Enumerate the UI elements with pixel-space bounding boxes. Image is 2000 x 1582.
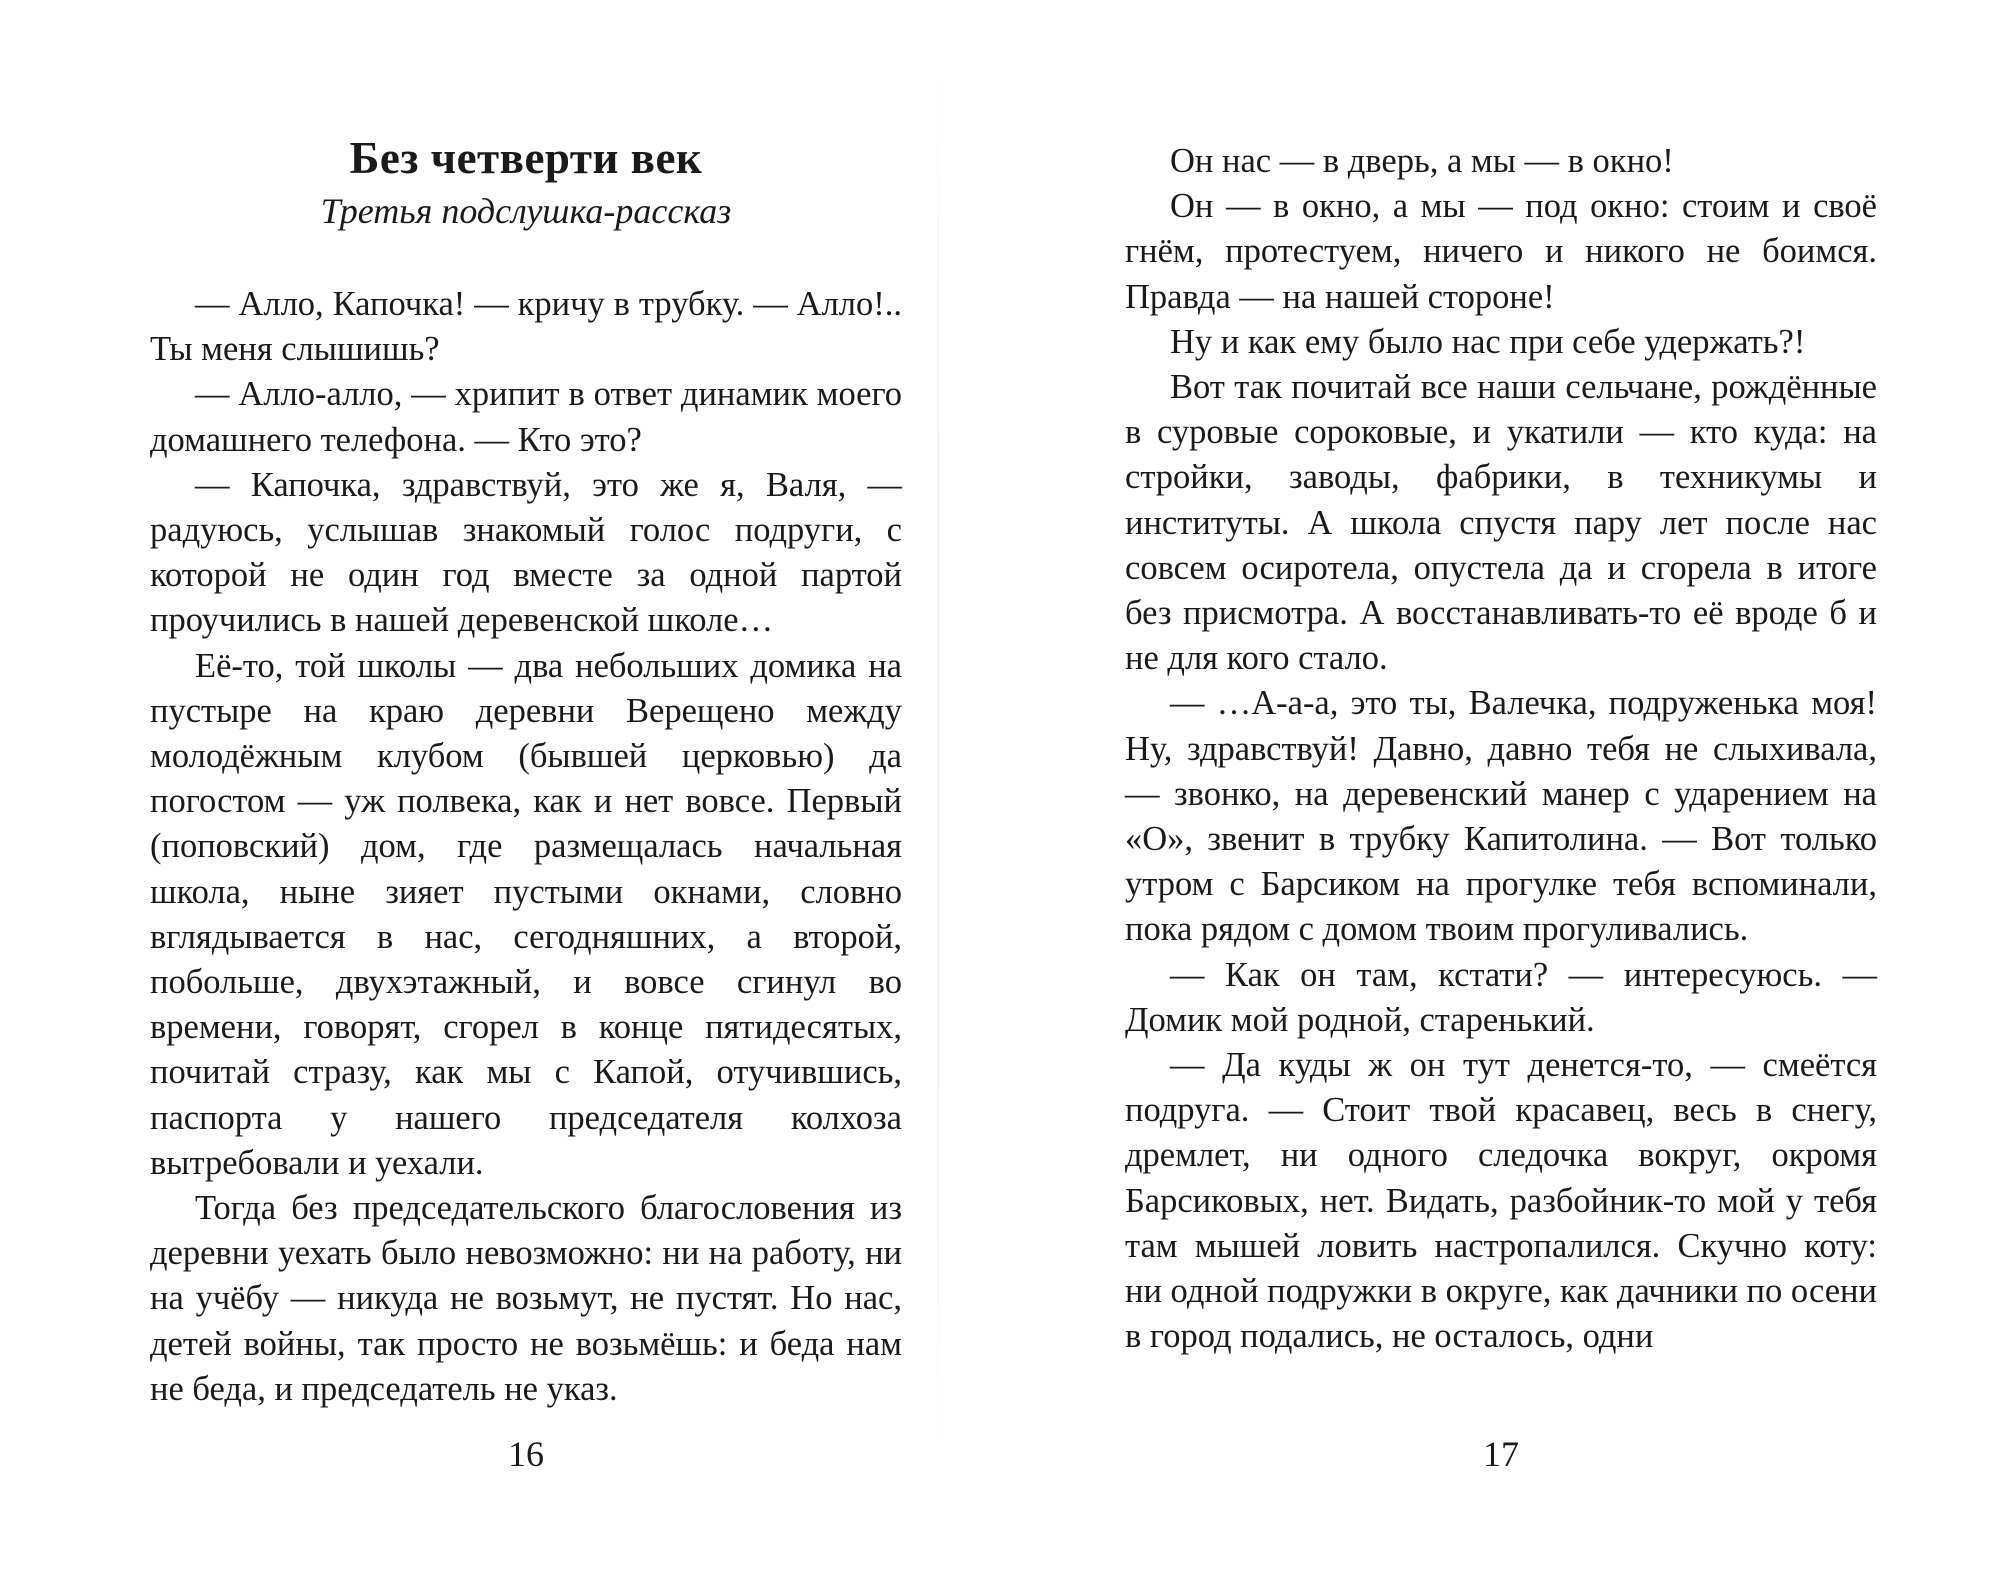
paragraph: Он — в окно, а мы — под окно: стоим и своё гнём, протестуем, ничего и никого не боимся. Правда — на нашей стороне! bbox=[1125, 187, 1877, 316]
page-number-right: 17 bbox=[1483, 1434, 1519, 1474]
story-subtitle: Третья подслушка-рассказ bbox=[320, 191, 732, 231]
page-number-left: 16 bbox=[508, 1434, 544, 1474]
paragraph: — Капочка, здравствуй, это же я, Валя, — радуюсь, услышав знакомый голос подруги, с которой не один год вместе за одной партой проучились в нашей деревенской школе… bbox=[150, 465, 902, 640]
left-page bbox=[150, 0, 902, 1582]
paragraph: Её-то, той школы — два небольших домика на пустыре на краю деревни Верещено между молодёжным клубом (бывшей церковью) да погостом — уж полвека, как и нет вовсе. Первый (поповский) дом, где размещалась начальная школа, ныне зияет пустыми окнами, словно вглядывается в нас, сегодняшних, а второй, побольше, двухэтажный, и вовсе сгинул во времени, говорят, сгорел в конце пятидесятых, почитай стразу, как мы с Капой, отучившись, паспорта у нашего председателя колхоза вытребовали и уехали. bbox=[150, 646, 902, 1182]
story-title: Без четверти век bbox=[349, 133, 703, 183]
paragraph: — Алло, Капочка! — кричу в трубку. — Алло!.. Ты меня слышишь? bbox=[150, 285, 902, 369]
paragraph: — …А-а-а, это ты, Валечка, подруженька моя! Ну, здравствуй! Давно, давно тебя не слыхивала, — звонко, на деревенский манер с ударением на «О», звенит в трубку Капитолина. — Вот только утром с Барсиком на прогулке тебя вспоминали, пока рядом с домом твоим прогуливались. bbox=[1125, 684, 1877, 949]
right-page-body bbox=[1125, 139, 1877, 1359]
paragraph: — Алло-алло, — хрипит в ответ динамик моего домашнего телефона. — Кто это? bbox=[150, 375, 902, 459]
right-page bbox=[1125, 0, 1877, 1582]
paragraph: — Как он там, кстати? — интересуюсь. — Домик мой родной, старенький. bbox=[1125, 955, 1877, 1039]
book-gutter bbox=[937, 60, 939, 1460]
left-page-body bbox=[150, 282, 902, 1412]
paragraph: Ну и как ему было нас при себе удержать?! bbox=[1170, 322, 1806, 361]
paragraph: Тогда без председательского благословения из деревни уехать было невозможно: ни на работу, ни на учёбу — никуда не возьмут, не пустят. Но нас, детей войны, так просто не возьмёшь: и беда нам не беда, и председатель не указ. bbox=[150, 1189, 902, 1408]
paragraph: — Да куды ж он тут денется-то, — смеётся подруга. — Стоит твой красавец, весь в снегу, дремлет, ни одного следочка вокруг, окромя Барсиковых, нет. Видать, разбойник-то мой у тебя там мышей ловить настропалился. Скучно коту: ни одной подружки в округе, как дачники по осени в город подались, не осталось, одни bbox=[1125, 1046, 1877, 1356]
paragraph: Вот так почитай все наши сельчане, рождённые в суровые сороковые, и укатили — кто куда: на стройки, заводы, фабрики, в техникумы и институты. А школа спустя пару лет после нас совсем осиротела, опустела да и сгорела в итоге без присмотра. А восстанавливать-то её вроде б и не для кого стало. bbox=[1125, 368, 1877, 678]
paragraph: Он нас — в дверь, а мы — в окно! bbox=[1170, 142, 1674, 180]
